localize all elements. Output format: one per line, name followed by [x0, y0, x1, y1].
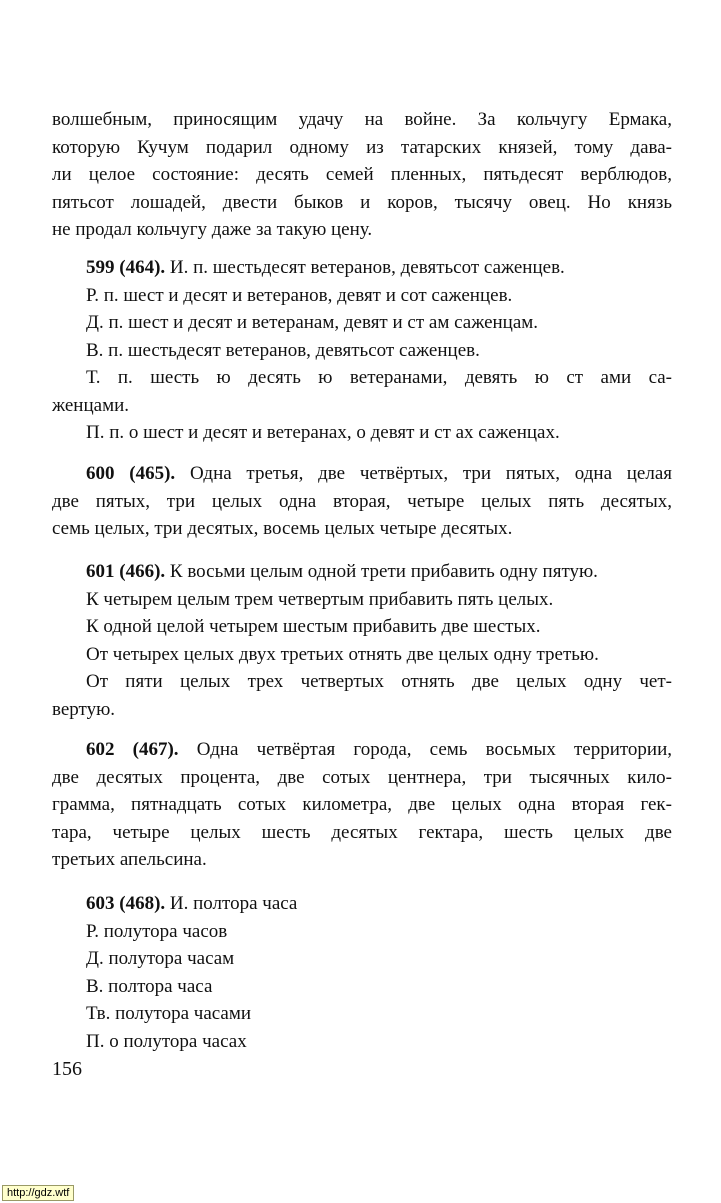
text-line: Одна третья, две четвёртых, три пятых, одна целая [189, 463, 673, 484]
text-line: тара, четыре целых шесть десятых гектара, шесть целых две [52, 821, 672, 843]
text-line: И. п. шестьдесят ветеранов, девятьсот саженцев. [169, 257, 565, 278]
intro-paragraph [52, 106, 672, 244]
text-line: Д. полутора часам [86, 948, 235, 969]
text-line: П. п. о шест и десят и ветеранах, о девят и ст ах саженцах. [86, 422, 560, 443]
text-line: Тв. полутора часами [86, 1003, 252, 1024]
exercise-number: 602 (467). [86, 739, 179, 760]
exercise-602 [52, 736, 672, 874]
text-line: вертую. [52, 698, 116, 720]
text-line: которую Кучум подарил одному из татарских князей, тому дава- [52, 136, 672, 158]
text-line: Р. п. шест и десят и ветеранов, девят и сот саженцев. [86, 284, 513, 306]
text-line: ли целое состояние: десять семей пленных, пятьдесят верблюдов, [52, 164, 672, 185]
exercise-603 [52, 890, 672, 1055]
text-line: От пяти целых трех четвертых отнять две целых одну чет- [86, 671, 672, 692]
text-line: Р. полутора часов [86, 920, 228, 942]
exercise-599 [52, 254, 672, 447]
exercise-number: 601 (466). [86, 561, 166, 582]
exercise-number: 599 (464). [86, 257, 166, 278]
text-line: К четырем целым трем четвертым прибавить пять целых. [86, 588, 554, 610]
text-line: грамма, пятнадцать сотых километра, две целых одна вторая гек- [52, 794, 672, 815]
text-line: две пятых, три целых одна вторая, четыре целых пять десятых, [52, 490, 672, 512]
text-line: Т. п. шесть ю десять ю ветеранами, девять ю ст ами са- [86, 367, 672, 388]
page-number: 156 [52, 1058, 82, 1080]
text-line: третьих апельсина. [52, 849, 207, 870]
exercise-601 [52, 558, 672, 723]
text-line: волшебным, приносящим удачу на войне. За кольчугу Ермака, [52, 109, 672, 130]
exercise-number: 603 (468). [86, 893, 166, 914]
text-line: В. п. шестьдесят ветеранов, девятьсот саженцев. [86, 339, 480, 361]
text-line: две десятых процента, две сотых центнера, три тысячных кило- [52, 766, 672, 788]
text-line: К одной целой четырем шестым прибавить две шестых. [86, 616, 541, 637]
text-line: П. о полутора часах [86, 1030, 247, 1052]
text-line: Одна четвёртая города, семь восьмых территории, [196, 739, 673, 760]
watermark: http://gdz.wtf [2, 1185, 74, 1201]
exercise-number: 600 (465). [86, 463, 176, 484]
text-line: семь целых, три десятых, восемь целых четыре десятых. [52, 518, 513, 539]
text-line: И. полтора часа [169, 893, 298, 914]
text-line: От четырех целых двух третьих отнять две целых одну третью. [86, 643, 599, 665]
text-line: не продал кольчугу даже за такую цену. [52, 219, 373, 240]
text-line: женцами. [52, 394, 130, 416]
exercise-600 [52, 460, 672, 543]
text-line: Д. п. шест и десят и ветеранам, девят и ст ам саженцам. [86, 312, 539, 333]
text-line: К восьми целым одной трети прибавить одну пятую. [169, 561, 598, 582]
text-line: В. полтора часа [86, 975, 213, 997]
text-line: пятьсот лошадей, двести быков и коров, тысячу овец. Но князь [52, 191, 672, 213]
